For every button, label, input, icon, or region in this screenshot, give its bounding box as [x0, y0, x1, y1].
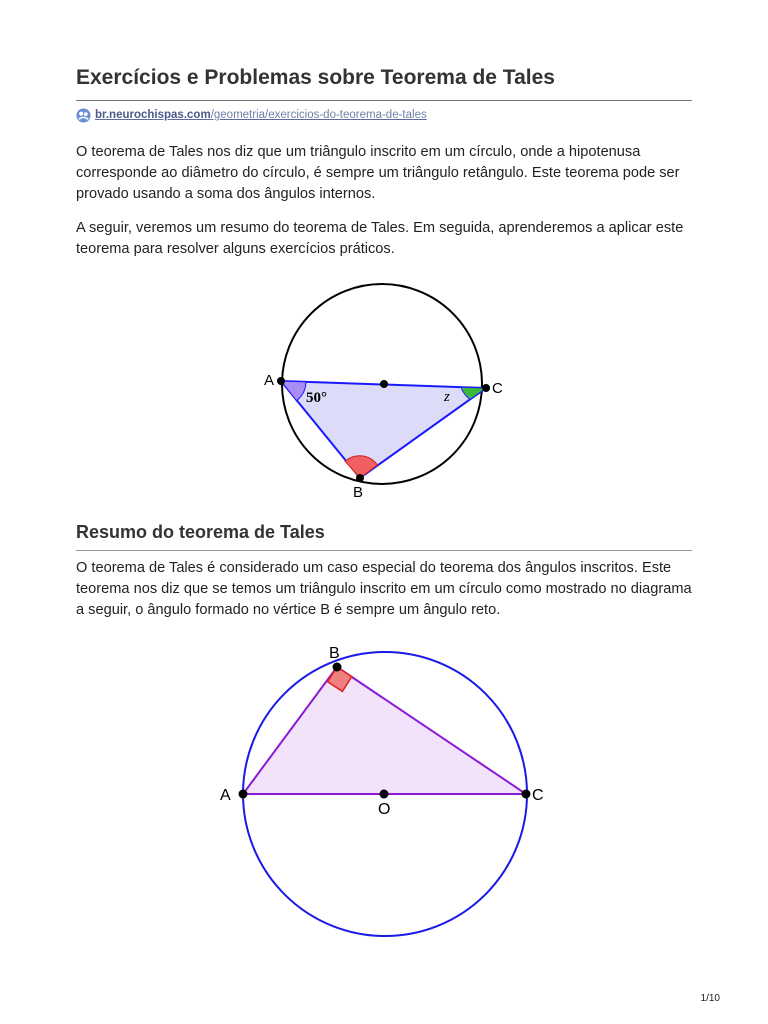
- figure-inscribed-triangle-50: [256, 280, 506, 505]
- fig1-label-b: B: [353, 484, 364, 501]
- section-paragraph: O teorema de Tales é considerado um caso especial do teorema dos ângulos inscritos. Este teorema nos diz que se temos um triângulo inscrito em um círculo como mostrado no diagrama a seguir, o ângulo formado no vértice B é sempre um ângulo reto.: [76, 560, 692, 618]
- intro-paragraph-2: A seguir, veremos um resumo do teorema de Tales. Em seguida, aprenderemos a aplicar este teorema para resolver alguns exercícios práticos.: [76, 220, 684, 257]
- fig2-label-b: B: [329, 645, 340, 662]
- fig2-point-c: [522, 790, 531, 799]
- fig2-label-o: O: [378, 801, 391, 818]
- source-path: /geometria/exercicios-do-teorema-de-tales: [210, 109, 427, 121]
- source-link-row: [76, 107, 427, 123]
- fig2-label-c: C: [532, 787, 544, 804]
- fig2-point-a: [239, 790, 248, 799]
- fig2-point-b: [333, 663, 342, 672]
- fig1-angle-c-label: z: [444, 389, 450, 405]
- fig1-label-c: C: [492, 380, 503, 397]
- source-domain: br.neurochispas.com: [95, 109, 211, 121]
- fig1-point-c: [482, 384, 490, 392]
- fig1-point-a: [277, 377, 285, 385]
- title-divider: [76, 100, 692, 101]
- fig2-label-a: A: [220, 787, 231, 804]
- fig2-triangle: [243, 667, 526, 794]
- fig1-point-center: [380, 380, 388, 388]
- section-heading: Resumo do teorema de Tales: [76, 522, 325, 542]
- fig1-point-b: [356, 474, 364, 482]
- page-title: Exercícios e Problemas sobre Teorema de Tales: [76, 66, 555, 89]
- fig1-angle-a-label: 50°: [306, 390, 327, 406]
- section-divider: [76, 550, 692, 551]
- site-logo-icon: [76, 108, 91, 123]
- page-number: 1/10: [700, 993, 720, 1004]
- fig2-point-o: [380, 790, 389, 799]
- figure-thales-right-triangle: [216, 636, 556, 954]
- source-link[interactable]: [95, 109, 427, 121]
- intro-paragraph-1: O teorema de Tales nos diz que um triângulo inscrito em um círculo, onde a hipotenusa corresponde ao diâmetro do círculo, é sempre um triângulo retângulo. Este teorema pode ser provado usando a soma dos ângulos internos.: [76, 144, 680, 202]
- fig1-label-a: A: [264, 372, 275, 389]
